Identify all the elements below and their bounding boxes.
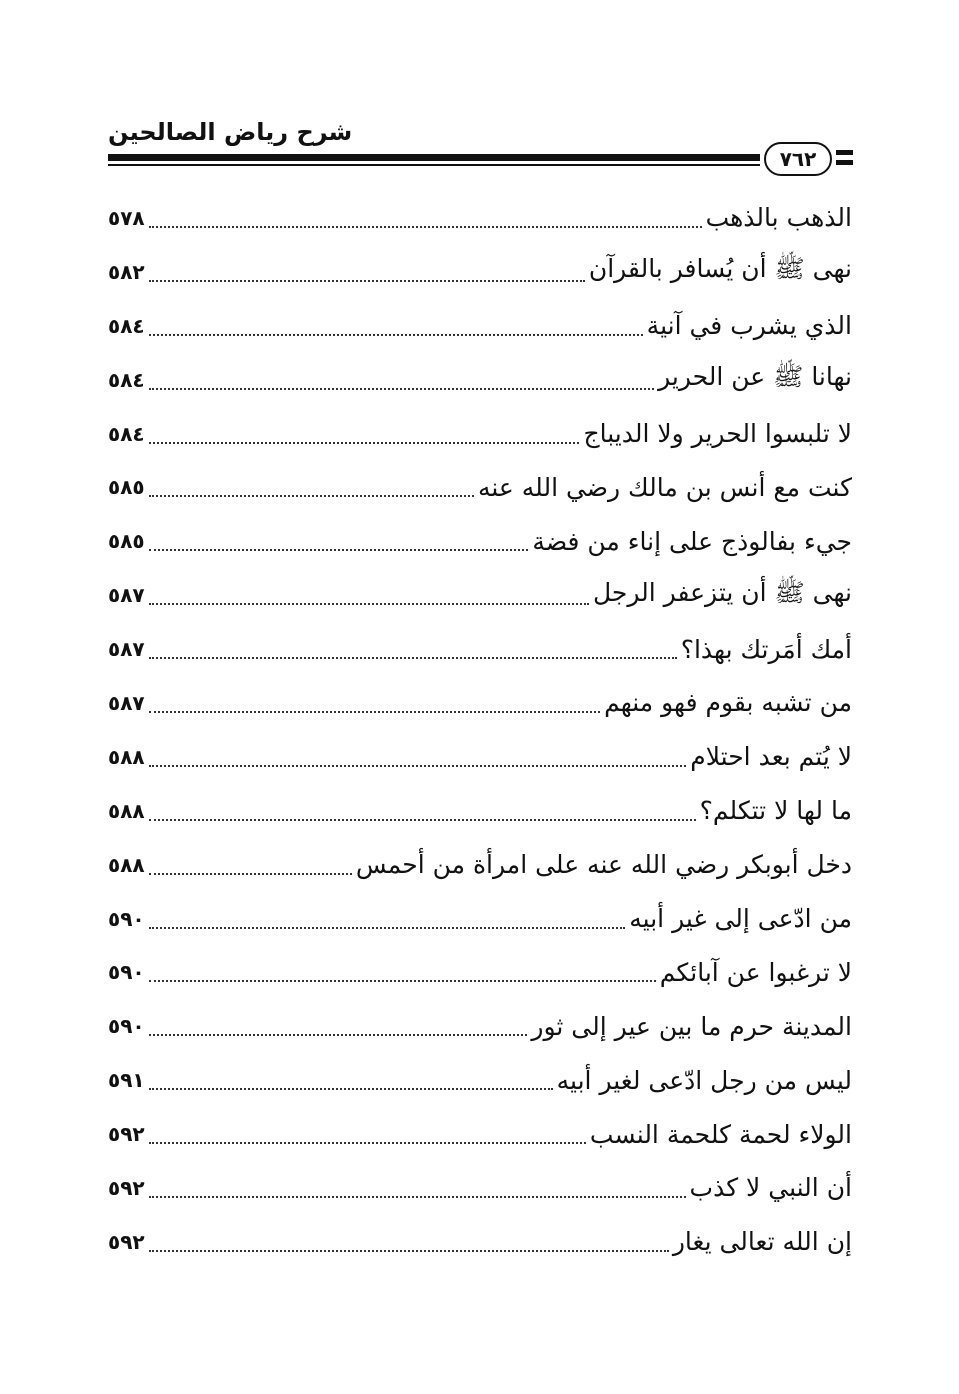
toc-entry-page: ٥٨٧ — [108, 637, 145, 662]
toc-entry-title: الولاء لحمة كلحمة النسب — [589, 1119, 852, 1149]
toc-row — [108, 945, 852, 999]
toc-leader-dots — [149, 873, 352, 875]
toc-row — [108, 999, 852, 1053]
toc-entry-page: ٥٩٢ — [108, 1175, 145, 1200]
toc-leader-dots — [149, 280, 585, 282]
toc-leader-dots — [149, 765, 687, 767]
toc-row — [108, 353, 852, 407]
toc-leader-dots — [149, 657, 677, 659]
book-title: شرح رياض الصالحين — [108, 118, 353, 146]
toc-entry-page: ٥٨٧ — [108, 583, 145, 608]
toc-leader-dots — [149, 1142, 586, 1144]
header-rule-thick — [108, 154, 760, 161]
toc-entry-title: نهى ﷺ أن يتزعفر الرجل — [592, 577, 852, 607]
toc-entry-page: ٥٨٧ — [108, 690, 145, 715]
page-number-badge: ٧٦٢ — [764, 142, 832, 176]
toc-entry-title: دخل أبوبكر رضي الله عنه على امرأة من أحمس — [355, 850, 852, 880]
toc-entry-title: الذهب بالذهب — [705, 203, 852, 233]
badge-dash-ornament — [836, 160, 853, 165]
toc-leader-dots — [149, 1250, 669, 1252]
toc-entry-title: من تشبه بقوم فهو منهم — [604, 688, 852, 718]
toc-entry-title: لا يُتم بعد احتلام — [690, 742, 852, 772]
toc-leader-dots — [149, 442, 580, 444]
toc-entry-title: نهانا ﷺ عن الحرير — [658, 362, 852, 392]
toc-row — [108, 838, 852, 892]
toc-entry-title: نهى ﷺ أن يُسافر بالقرآن — [588, 254, 852, 284]
toc-entry-title: من ادّعى إلى غير أبيه — [629, 904, 852, 934]
toc-entry-title: ما لها لا تتكلم؟ — [699, 796, 852, 826]
toc-entry-title: أمك أمَرتك بهذا؟ — [680, 634, 852, 664]
toc-entry-page: ٥٩٢ — [108, 1122, 145, 1147]
toc-row — [108, 1215, 852, 1269]
toc-row — [108, 460, 852, 514]
toc-entry-title: إن الله تعالى يغار — [672, 1227, 852, 1257]
toc-entry-page: ٥٩٠ — [108, 1014, 145, 1039]
toc-entry-title: لا ترغبوا عن آبائكم — [659, 957, 852, 987]
toc-entry-page: ٥٨٨ — [108, 852, 145, 877]
toc-leader-dots — [149, 226, 702, 228]
toc-row — [108, 407, 852, 461]
toc-entry-title: المدينة حرم ما بين عير إلى ثور — [531, 1011, 852, 1041]
toc-entry-title: كنت مع أنس بن مالك رضي الله عنه — [477, 472, 852, 502]
toc-entry-page: ٥٩٠ — [108, 906, 145, 931]
toc-entry-page: ٥٨٢ — [108, 259, 145, 284]
header-rule-thin — [108, 164, 760, 166]
toc-entry-page: ٥٩٢ — [108, 1229, 145, 1254]
toc-entry-page: ٥٨٤ — [108, 367, 145, 392]
toc-entry-title: الذي يشرب في آنية — [646, 311, 852, 341]
toc-leader-dots — [149, 495, 474, 497]
toc-row — [108, 245, 852, 299]
toc-leader-dots — [149, 388, 654, 390]
toc-row — [108, 191, 852, 245]
toc-row — [108, 568, 852, 622]
page-header — [108, 110, 853, 190]
toc-entry-title: لا تلبسوا الحرير ولا الديباج — [583, 419, 852, 448]
toc-entry-page: ٥٨٨ — [108, 744, 145, 769]
toc-leader-dots — [149, 927, 626, 929]
toc-row — [108, 784, 852, 838]
toc-entry-title: ليس من رجل ادّعى لغير أبيه — [556, 1065, 852, 1095]
toc-entry-title: أن النبي لا كذب — [689, 1173, 852, 1203]
toc-leader-dots — [149, 334, 643, 336]
toc-entry-title: جيء بفالوذج على إناء من فضة — [532, 526, 852, 556]
toc-entry-page: ٥٨٤ — [108, 313, 145, 338]
toc-entry-page: ٥٨٤ — [108, 421, 145, 446]
toc-row — [108, 1107, 852, 1161]
toc-entry-page: ٥٩١ — [108, 1068, 145, 1093]
toc-row — [108, 299, 852, 353]
badge-dash-ornament — [836, 150, 853, 155]
toc-row — [108, 730, 852, 784]
toc-leader-dots — [149, 603, 589, 605]
toc-row — [108, 622, 852, 676]
toc-leader-dots — [149, 980, 656, 982]
toc-entry-page: ٥٨٥ — [108, 475, 145, 500]
toc-leader-dots — [149, 711, 600, 713]
toc-entry-page: ٥٩٠ — [108, 960, 145, 985]
toc-row — [108, 1161, 852, 1215]
toc-row — [108, 676, 852, 730]
toc-leader-dots — [149, 1034, 528, 1036]
toc-row — [108, 514, 852, 568]
toc-leader-dots — [149, 819, 696, 821]
toc-leader-dots — [149, 549, 529, 551]
toc-leader-dots — [149, 1088, 553, 1090]
toc-row — [108, 892, 852, 946]
toc-entry-page: ٥٧٨ — [108, 205, 145, 230]
table-of-contents — [108, 191, 852, 1269]
toc-row — [108, 1053, 852, 1107]
toc-leader-dots — [149, 1196, 686, 1198]
toc-entry-page: ٥٨٨ — [108, 798, 145, 823]
toc-entry-page: ٥٨٥ — [108, 529, 145, 554]
